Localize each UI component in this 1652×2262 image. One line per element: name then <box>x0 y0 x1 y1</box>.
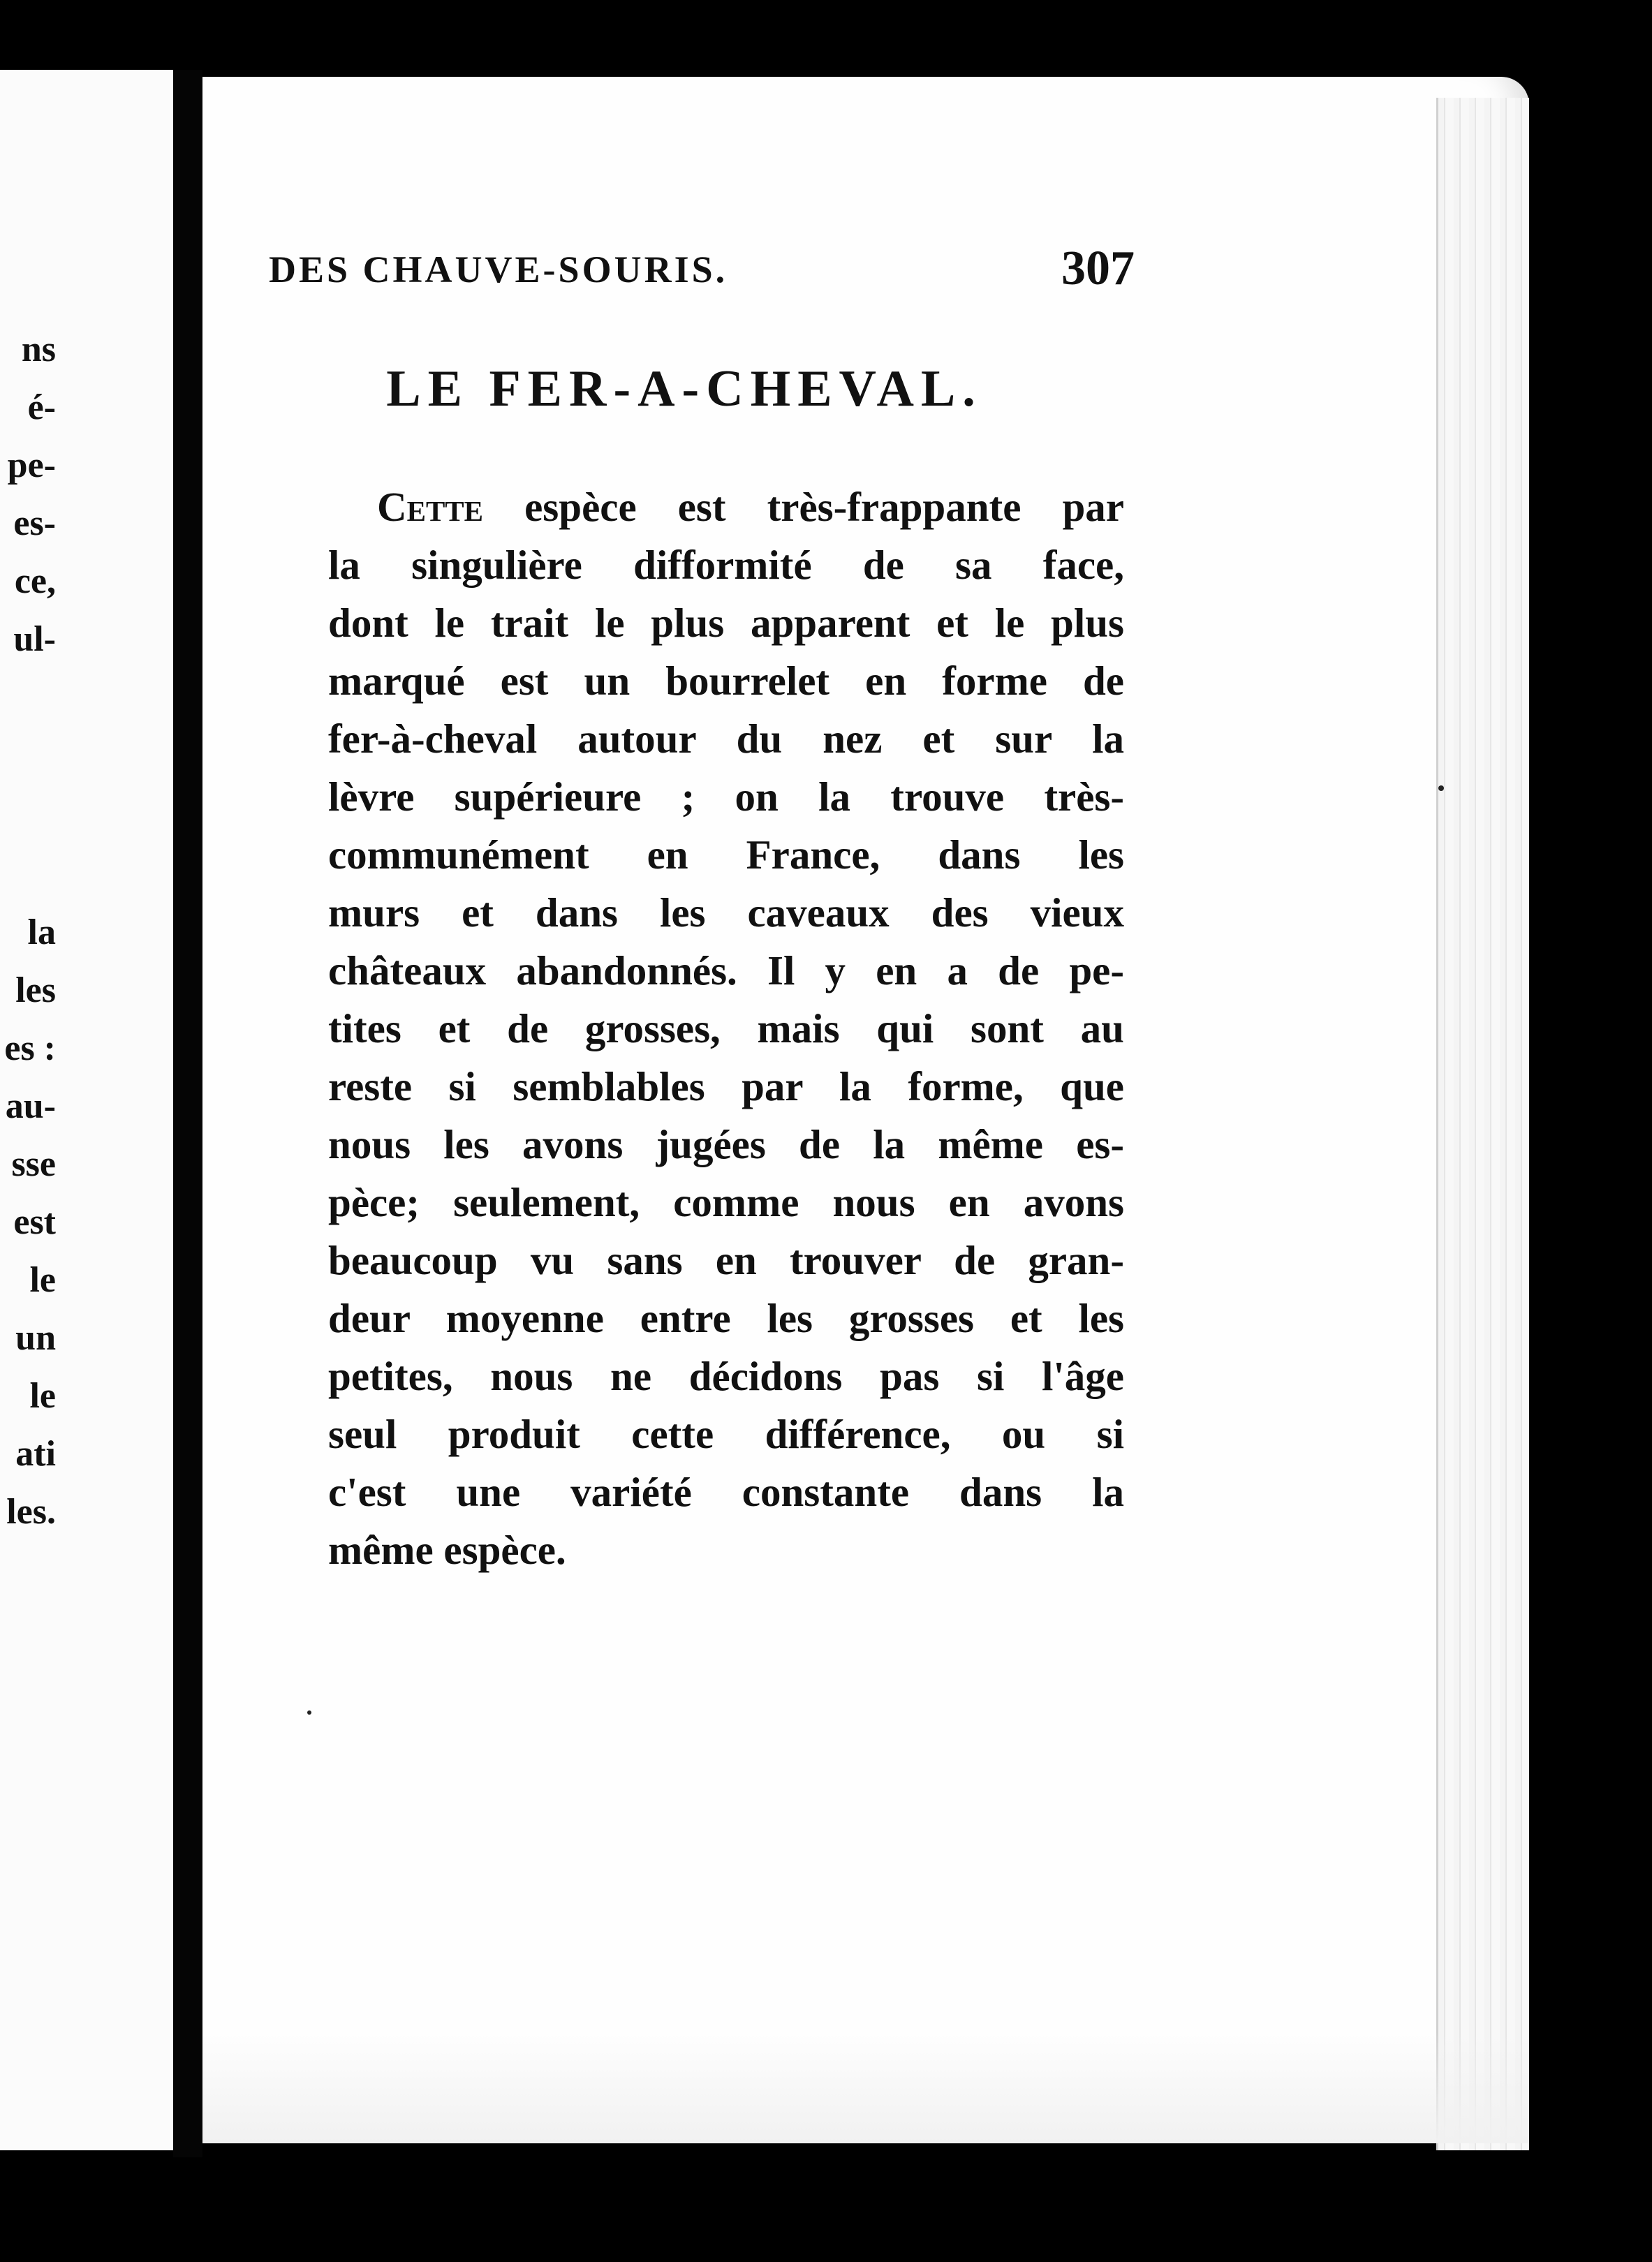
left-page-fragment: es- <box>13 503 56 543</box>
body-paragraph <box>328 478 1124 1579</box>
page-number: 307 <box>1061 242 1135 295</box>
page-bottom-shade <box>202 2032 1529 2143</box>
paragraph-line: seul produit cette différence, ou si <box>328 1411 1124 1457</box>
left-page-fragment: ce, <box>14 561 56 601</box>
ink-speck <box>307 1710 311 1715</box>
left-page-fragment: au- <box>5 1086 56 1126</box>
paragraph-line: nous les avons jugées de la même es- <box>328 1121 1124 1167</box>
paragraph-line: Cette espèce est très-frappante par <box>377 484 1124 530</box>
paragraph-line: marqué est un bourrelet en forme de <box>328 658 1124 704</box>
left-page-fragment: les. <box>6 1492 56 1532</box>
left-page-fragment: les <box>15 970 56 1010</box>
left-page-fragment: es : <box>4 1028 56 1068</box>
chapter-title: LE FER-A-CHEVAL. <box>386 360 982 417</box>
paragraph-line: beaucoup vu sans en trouver de gran- <box>328 1237 1124 1283</box>
left-page-fragment: est <box>13 1202 56 1242</box>
left-page-fragment: un <box>15 1318 56 1358</box>
ink-speck <box>1438 785 1444 791</box>
paragraph-line: fer-à-cheval autour du nez et sur la <box>328 716 1124 762</box>
left-page-fragment: le <box>29 1260 56 1300</box>
running-head <box>269 241 1135 304</box>
left-page-fragment: le <box>29 1376 56 1416</box>
running-head-title: DES CHAUVE-SOURIS. <box>269 249 728 290</box>
paragraph-line: communément en France, dans les <box>328 831 1124 878</box>
paragraph-line: petites, nous ne décidons pas si l'âge <box>328 1353 1124 1399</box>
left-page-fragment: ati <box>15 1434 56 1474</box>
left-page-fragment: é- <box>27 387 56 427</box>
paragraph-line: tites et de grosses, mais qui sont au <box>328 1005 1124 1051</box>
left-page <box>0 70 173 2150</box>
paragraph-line: même espèce. <box>328 1527 566 1573</box>
paragraph-line: la singulière difformité de sa face, <box>328 542 1124 588</box>
left-page-fragment: ul- <box>13 619 56 659</box>
left-page-fragment: ns <box>21 330 56 369</box>
paragraph-line: châteaux abandonnés. Il y en a de pe- <box>328 947 1124 993</box>
drop-word: Cette <box>377 484 483 530</box>
paragraph-line: pèce; seulement, comme nous en avons <box>328 1179 1124 1225</box>
deckled-page-edge <box>1436 98 1529 2150</box>
paragraph-line: deur moyenne entre les grosses et les <box>328 1295 1124 1341</box>
left-page-fragment: pe- <box>7 445 56 485</box>
paragraph-line: reste si semblables par la forme, que <box>328 1063 1124 1109</box>
paragraph-line: lèvre supérieure ; on la trouve très- <box>328 774 1124 820</box>
paragraph-line: dont le trait le plus apparent et le plus <box>328 600 1124 646</box>
left-page-fragment: la <box>27 912 56 952</box>
left-page-fragment: sse <box>11 1144 56 1184</box>
paragraph-line: murs et dans les caveaux des vieux <box>328 889 1124 936</box>
book-gutter <box>173 70 202 2157</box>
paragraph-line: c'est une variété constante dans la <box>328 1469 1124 1515</box>
